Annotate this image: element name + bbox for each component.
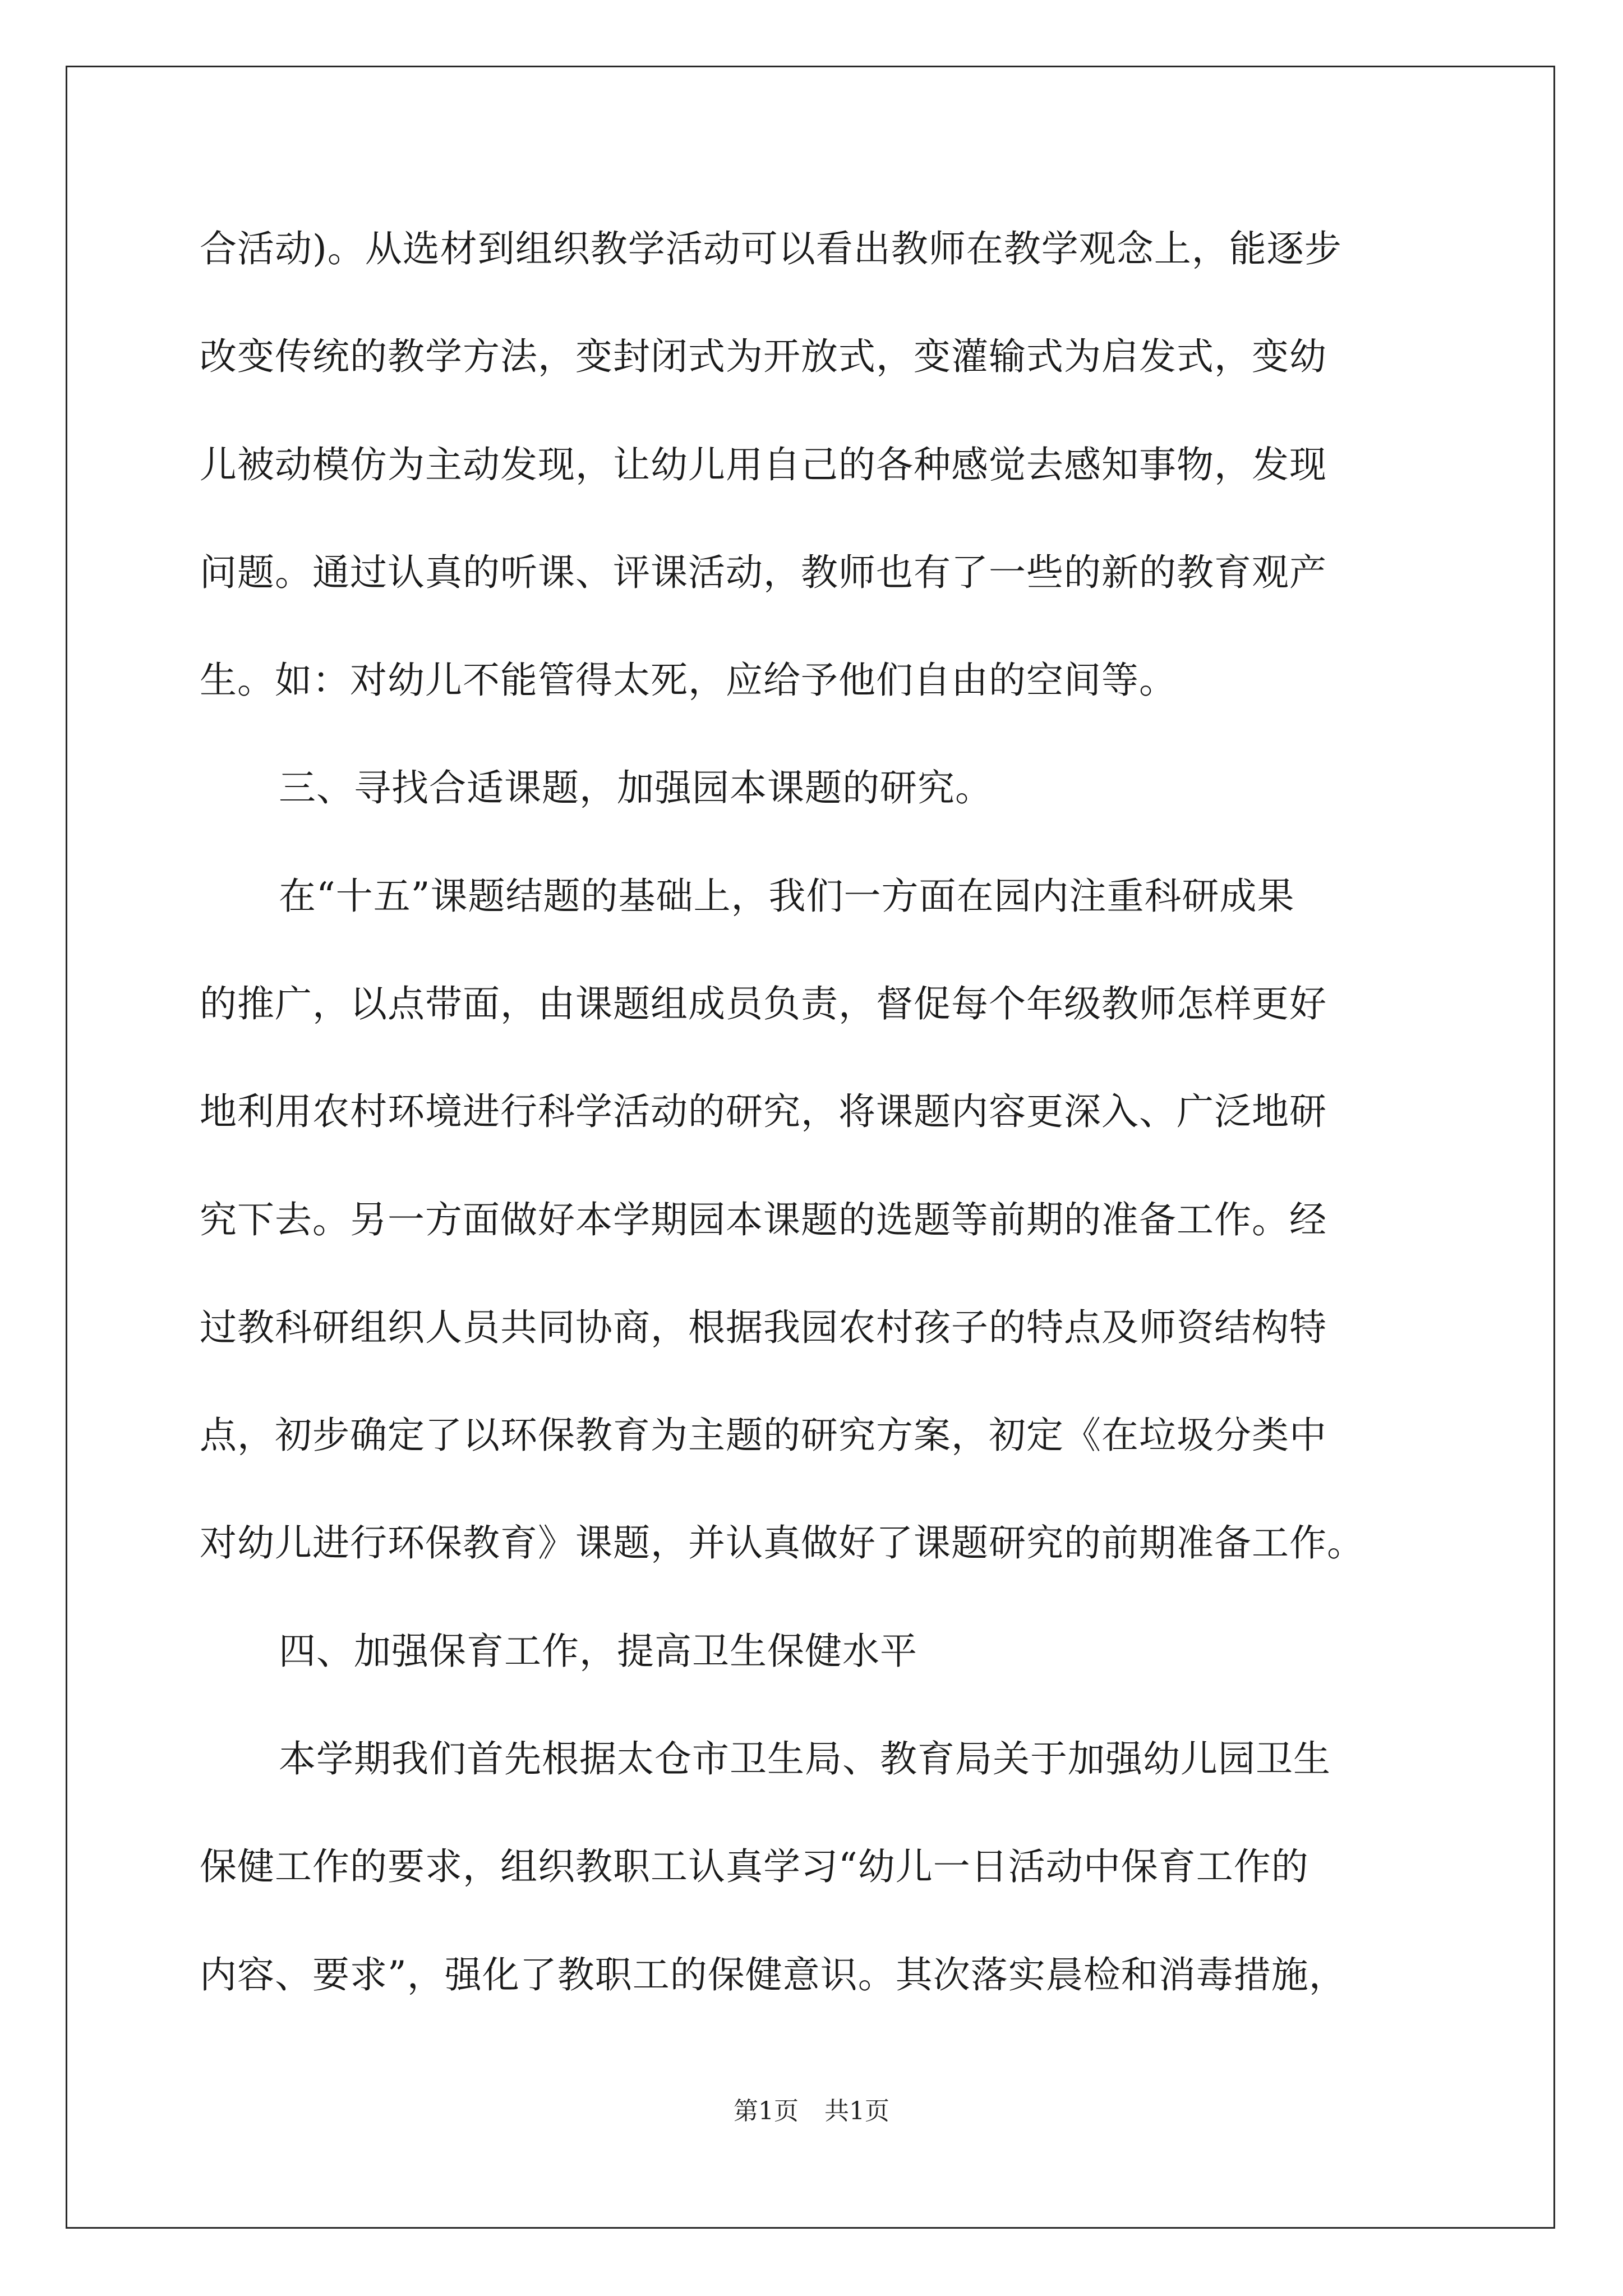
text-line: 对幼儿进行环保教育》课题，并认真做好了课题研究的前期准备工作。	[200, 1521, 1364, 1565]
page-footer	[0, 2096, 1623, 2127]
section-heading: 三、寻找合适课题，加强园本课题的研究。	[279, 766, 993, 809]
text-line: 问题。通过认真的听课、评课活动，教师也有了一些的新的教育观产	[200, 551, 1327, 594]
text-line: 改变传统的教学方法，变封闭式为开放式，变灌输式为启发式，变幼	[200, 335, 1327, 378]
text-line: 保健工作的要求，组织教职工认真学习“幼儿一日活动中保育工作的	[200, 1845, 1309, 1888]
text-line: 本学期我们首先根据太仓市卫生局、教育局关于加强幼儿园卫生	[279, 1737, 1331, 1780]
page-border	[66, 66, 1555, 2229]
text-line: 点，初步确定了以环保教育为主题的研究方案，初定《在垃圾分类中	[200, 1414, 1327, 1457]
text-line: 合活动)。从选材到组织教学活动可以看出教师在教学观念上，能逐步	[200, 227, 1342, 270]
text-line: 究下去。另一方面做好本学期园本课题的选题等前期的准备工作。经	[200, 1198, 1327, 1241]
page-number: 第1页	[734, 2097, 799, 2125]
text-line: 内容、要求”，强化了教职工的保健意识。其次落实晨检和消毒措施，	[200, 1953, 1347, 1996]
section-heading: 四、加强保育工作，提高卫生保健水平	[279, 1630, 917, 1673]
page-total: 共1页	[824, 2097, 889, 2125]
text-line: 在“十五”课题结题的基础上，我们一方面在园内注重科研成果	[279, 875, 1295, 918]
text-line: 过教科研组织人员共同协商，根据我园农村孩子的特点及师资结构特	[200, 1306, 1327, 1349]
text-line: 生。如：对幼儿不能管得太死，应给予他们自由的空间等。	[200, 659, 1177, 702]
text-line: 地利用农村环境进行科学活动的研究，将课题内容更深入、广泛地研	[200, 1090, 1327, 1133]
text-line: 的推广，以点带面，由课题组成员负责，督促每个年级教师怎样更好	[200, 982, 1327, 1025]
text-line: 儿被动模仿为主动发现，让幼儿用自己的各种感觉去感知事物，发现	[200, 443, 1327, 486]
